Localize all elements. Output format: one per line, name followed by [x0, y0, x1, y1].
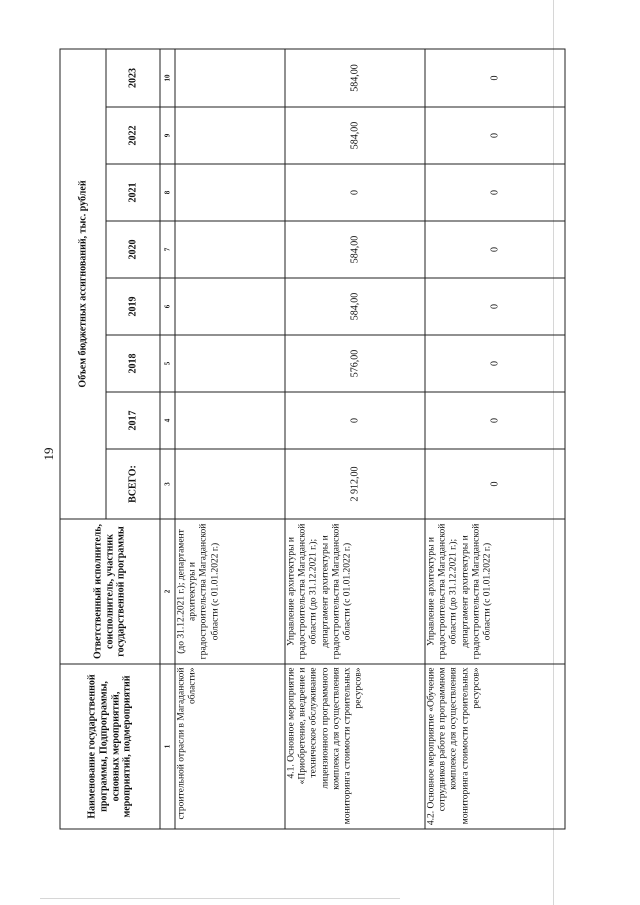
row-name: 4.2. Основное мероприятие «Обучение сотрудников работе в программном комплексе для осуществления мониторинга стоимости строительных ресурсов»: [425, 664, 565, 829]
column-number: 7: [160, 221, 175, 278]
column-number: 4: [160, 392, 175, 449]
value-2021: 0: [285, 164, 425, 221]
row-responsible: (до 31.12.2021 г.); департамент архитектуры и градостроительства Магаданской области (с 01.01.2022 г.): [175, 519, 285, 664]
table-row: [285, 49, 425, 829]
header-year: 2018: [106, 335, 160, 392]
value-2019: 584,00: [285, 278, 425, 335]
value-2021: 0: [425, 164, 565, 221]
budget-table-rotated: [60, 50, 565, 830]
value-2023: [175, 49, 285, 107]
row-responsible: Управление архитектуры и градостроительства Магаданской области (до 31.12.2021 г.); департамент архитектуры и градостроительства Магаданской области (с 01.01.2022 г.): [425, 519, 565, 664]
value-2020: 0: [425, 221, 565, 278]
value-2020: [175, 221, 285, 278]
value-total: 0: [425, 449, 565, 519]
column-number: 3: [160, 449, 175, 519]
value-2022: [175, 107, 285, 164]
value-2017: 0: [425, 392, 565, 449]
value-total: [175, 449, 285, 519]
value-2019: 0: [425, 278, 565, 335]
row-name: строительной отрасли в Магаданской области»: [175, 664, 285, 829]
header-year: 2021: [106, 164, 160, 221]
budget-table: [60, 48, 566, 829]
header-year: 2019: [106, 278, 160, 335]
header-name: Наименование государственной программы, Подпрограммы, основных мероприятий, мероприятий, подмероприятий: [60, 664, 160, 829]
column-number: 10: [160, 49, 175, 107]
value-2018: 0: [425, 335, 565, 392]
column-number: 5: [160, 335, 175, 392]
value-2017: [175, 392, 285, 449]
value-total: 2 912,00: [285, 449, 425, 519]
value-2020: 584,00: [285, 221, 425, 278]
value-2022: 0: [425, 107, 565, 164]
value-2021: [175, 164, 285, 221]
header-year: 2017: [106, 392, 160, 449]
header-responsible: Ответственный исполнитель, соисполнитель, участник государственной программы: [60, 519, 160, 664]
value-2022: 584,00: [285, 107, 425, 164]
page-number: 19: [41, 447, 56, 461]
footer-line: [40, 898, 400, 899]
header-year: 2023: [106, 49, 160, 107]
column-number: 8: [160, 164, 175, 221]
column-number: 9: [160, 107, 175, 164]
row-responsible: Управление архитектуры и градостроительства Магаданской области (до 31.12.2021 г.); департамент архитектуры и градостроительства Магаданской области (с 01.01.2022 г.): [285, 519, 425, 664]
value-2023: 584,00: [285, 49, 425, 107]
header-year: 2020: [106, 221, 160, 278]
value-2023: 0: [425, 49, 565, 107]
value-2018: 576,00: [285, 335, 425, 392]
header-budget-group: Объем бюджетных ассигнований, тыс. рублей: [60, 49, 106, 519]
value-2017: 0: [285, 392, 425, 449]
header-total: ВСЕГО:: [106, 449, 160, 519]
column-number: 2: [160, 519, 175, 664]
column-number: 6: [160, 278, 175, 335]
header-year: 2022: [106, 107, 160, 164]
column-number: 1: [160, 664, 175, 829]
value-2019: [175, 278, 285, 335]
row-name: 4.1. Основное мероприятие «Приобретение, внедрение и техническое обслуживание лицензионного программного комплекса для осуществления мониторинга стоимости строительных ресурсов»: [285, 664, 425, 829]
table-row: [425, 49, 565, 829]
table-row: [175, 49, 285, 829]
value-2018: [175, 335, 285, 392]
